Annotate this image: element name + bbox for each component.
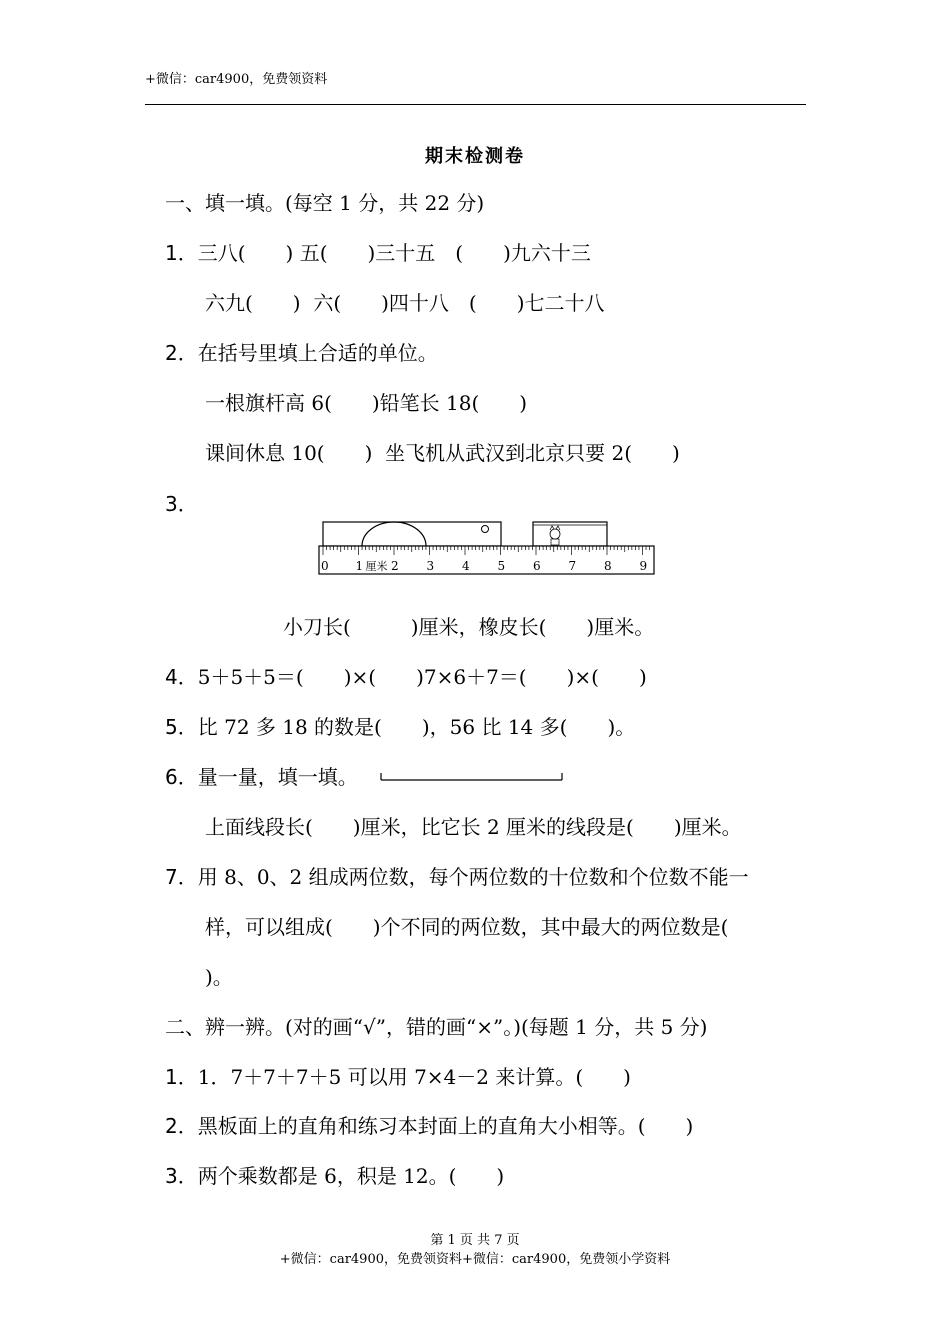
q4-number: 4． <box>165 665 198 689</box>
ruler-tick-label: 2 <box>391 559 399 573</box>
q7-text-line3: )。 <box>205 965 233 989</box>
ruler-tick-label: 0 <box>321 559 329 573</box>
s2-q1-text: 1．7＋7＋7＋5 可以用 7×4－2 来计算。( ) <box>197 1065 631 1089</box>
s2-q2-text: 黑板面上的直角和练习本封面上的直角大小相等。( ) <box>197 1114 694 1138</box>
q2-number: 2． <box>165 341 198 365</box>
s2-q1-line <box>165 1061 631 1090</box>
s2-q2-number: 2． <box>165 1114 198 1138</box>
section1-heading: 一、填一填。(每空 1 分，共 22 分) <box>165 191 485 215</box>
s2-q3-line <box>165 1160 504 1189</box>
q6-text: 量一量，填一填。 <box>197 765 358 789</box>
header-rule <box>145 104 806 105</box>
q2-line <box>165 337 438 366</box>
q7-line <box>165 861 749 890</box>
s2-q2-line <box>165 1110 693 1139</box>
q6-number: 6． <box>165 765 198 789</box>
q5-number: 5． <box>165 715 198 739</box>
q1-line1 <box>165 237 591 266</box>
q1-text-line2: 六九( ) 六( )四十八 ( )七二十八 <box>205 291 605 315</box>
s2-q3-text: 两个乘数都是 6，积是 12。( ) <box>197 1164 505 1188</box>
q2-text-line2: 课间休息 10( ) 坐飞机从武汉到北京只要 2( ) <box>205 441 680 465</box>
q5-text: 比 72 多 18 的数是( )，56 比 14 多( )。 <box>197 715 636 739</box>
s2-q1-number: 1． <box>165 1065 198 1089</box>
q7-text-line1: 用 8、0、2 组成两位数，每个两位数的十位数和个位数不能一 <box>197 865 749 889</box>
ruler-tick-label: 4 <box>462 559 470 573</box>
ruler-tick-label: 8 <box>604 559 612 573</box>
header-watermark: +微信：car4900，免费领资料 <box>145 72 328 87</box>
q6-text-line1: 上面线段长( )厘米，比它长 2 厘米的线段是( )厘米。 <box>205 815 742 839</box>
section2-heading: 二、辨一辨。(对的画“√”，错的画“×”。)(每题 1 分，共 5 分) <box>165 1015 708 1039</box>
q3-number: 3． <box>165 492 198 516</box>
eraser-shape <box>533 522 607 546</box>
ruler-tick-label: 6 <box>533 559 541 573</box>
q1-text-line1: 三八( ) 五( )三十五 ( )九六十三 <box>197 241 591 265</box>
s2-q3-number: 3． <box>165 1164 198 1188</box>
ruler-tick-label: 9 <box>639 559 648 573</box>
ruler-tick-label: 5 <box>497 559 506 573</box>
q3-text: 小刀长( )厘米，橡皮长( )厘米。 <box>283 615 655 639</box>
ruler-tick-label: 7 <box>568 559 577 573</box>
q6-line <box>165 761 358 790</box>
ruler-unit-label: 厘米 <box>365 560 388 573</box>
q5-line <box>165 711 635 740</box>
q4-text: 5＋5＋5＝( )×( )7×6＋7＝( )×( ) <box>197 665 647 689</box>
page-title: 期末检测卷 <box>425 146 525 167</box>
page-number: 第 1 页 共 7 页 <box>430 1233 520 1248</box>
ruler-tick-label: 1 <box>355 559 364 573</box>
q4-line <box>165 661 647 690</box>
ruler-tick-label: 3 <box>426 559 435 573</box>
q7-text-line2: 样，可以组成( )个不同的两位数，其中最大的两位数是( <box>205 915 729 939</box>
q1-number: 1． <box>165 241 198 265</box>
q2-text: 在括号里填上合适的单位。 <box>197 341 438 365</box>
footer-watermark: +微信：car4900，免费领资料+微信：car4900，免费领小学资料 <box>279 1252 671 1267</box>
ruler-figure <box>315 518 660 578</box>
measure-line-segment <box>380 772 565 784</box>
q7-number: 7． <box>165 865 198 889</box>
q2-text-line1: 一根旗杆高 6( )铅笔长 18( ) <box>205 391 528 415</box>
